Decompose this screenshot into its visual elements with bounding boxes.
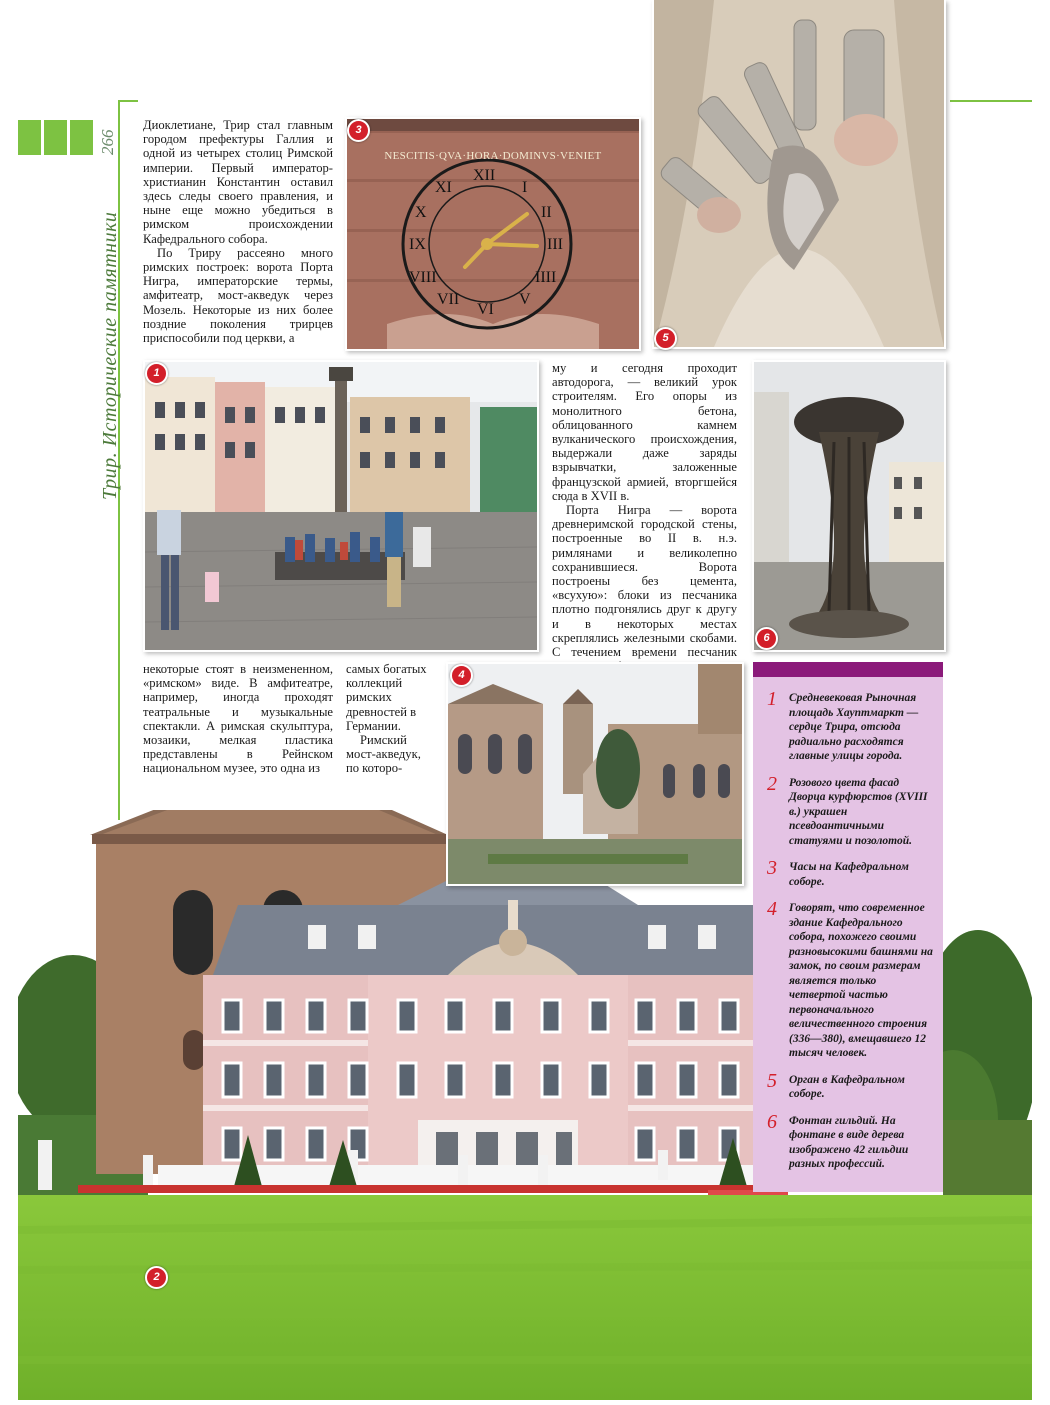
clock-numeral-vii: VII [437,291,460,308]
clock-numeral-i: I [522,179,528,196]
caption-text: Средневековая Рыночная площадь Хауптмаркт — сердце Трира, отсюда радиально расходятся главные улицы города. [789,692,919,762]
body-text-col2 [552,361,737,688]
paragraph: му и сегодня проходит автодорога, — великий урок строителям. Его опоры из монолитного бетона, облицованного камнем вулканического происхождения, выдержали даже заряды взрывчатки, заложенные французской армией, вторгшейся сюда в XVII в. [552,361,737,503]
clock-numeral-ix: IX [409,236,426,253]
caption-text: Часы на Кафедральном соборе. [789,861,909,888]
photo-guild-fountain [752,360,946,652]
paragraph: Римский мост-акведук, по которо- [346,733,421,776]
clock-numeral-v: V [519,291,531,308]
page-number: 266 [98,129,117,155]
clock-inscription: NESCITIS·QVA·HORA·DOMINVS·VENIET [384,150,602,162]
caption-number: 3 [767,857,777,879]
market-square-illustration [145,362,537,650]
photo-badge-1: 1 [145,362,168,385]
caption-box [753,662,943,1192]
caption-item [767,772,933,849]
photo-cathedral-organ [652,0,946,349]
clock-numeral-iii: III [547,236,563,253]
section-title: Трир. Исторические памятники [99,211,121,500]
photo-badge-5: 5 [654,327,677,350]
green-tab-block [44,120,67,155]
caption-number: 1 [767,688,777,710]
body-text-col4 [346,662,434,776]
body-text-col1 [143,118,333,345]
caption-number: 5 [767,1069,777,1092]
photo-badge-2: 2 [145,1266,168,1289]
photo-market-square [143,360,539,652]
caption-item [767,688,933,764]
caption-text: Фонтан гильдий. На фонтане в виде дерева изображено 42 гильдии разных профессий. [789,1114,909,1170]
caption-text: Орган в Кафедральном соборе. [789,1073,905,1100]
paragraph: Порта Нигра — ворота древнеримской городской стены, построенные во II в. н.э. римлянами и великолепно сохранившиеся. Ворота построены без цемента, «всухую»: блоки из песчаника плотно подгонялись друг к другу и в некоторых местах скреплялись железными скобами. С течением времени песчаник [552,503,737,660]
clock-numeral-ii: II [541,204,552,221]
caption-item [767,1069,933,1102]
photo-badge-4: 4 [450,664,473,687]
clock-numeral-iiii: IIII [535,269,557,286]
photo-cathedral-clock [345,117,641,351]
clock-numeral-xii: XII [473,167,496,184]
body-text-col3: некоторые стоят в неизмененном, «римском» виде. В амфитеатре, например, иногда проходят театральные и музыкальные спектакли. А римская скульптура, мозаики, мелкая пластика представлены в Рейнском национальном музее, это одна из [143,662,333,776]
green-tab-block [18,120,41,155]
caption-number: 6 [767,1110,777,1133]
photo-badge-6: 6 [755,627,778,650]
caption-box-header-bar [753,662,943,677]
caption-item [767,857,933,889]
clock-numeral-x: X [415,204,427,221]
photo-badge-3: 3 [347,119,370,142]
paragraph: Диоклетиане, Трир стал главным городом префектуры Галлия и одной из четырех столиц Римской империи. Первый император-христианин Константин оставил здесь следы своего правления, и ныне еще можно убедиться в римском происхождении Кафедрального собора. [143,118,333,246]
clock-numeral-xi: XI [435,179,452,196]
photo-cathedral [446,662,744,886]
caption-item [767,898,933,1061]
caption-item [767,1110,933,1172]
green-tab-block [70,120,93,155]
paragraph: По Триру рассеяно много римских построек: ворота Порта Нигра, императорские термы, амфитеатр, мост-акведук через Мозель. Некоторые из них более поздние поколения трирцев приспособили под церкви, а [143,245,333,346]
paragraph: самых богатых коллекций римских древностей в Германии. [346,662,427,733]
caption-number: 4 [767,898,777,920]
caption-text: Говорят, что современное здание Кафедрального собора, похожего своими разновысокими башнями на замок, по своим размерам является только четвертой частью первоначального величественного строения (336—380), вмещавшего 12 тысяч человек. [789,902,933,1059]
organ-illustration [654,0,944,347]
green-rule-left [118,100,138,102]
caption-number: 2 [767,772,777,795]
cathedral-illustration [448,664,742,884]
clock-numeral-viii: VIII [409,269,437,286]
green-rule-right [950,100,1032,102]
caption-text: Розового цвета фасад Дворца курфюрстов (XVIII в.) украшен псевдоантичными статуями и позолотой. [789,776,928,847]
guild-fountain-illustration [754,362,944,650]
clock-numeral-vi: VI [477,301,494,318]
